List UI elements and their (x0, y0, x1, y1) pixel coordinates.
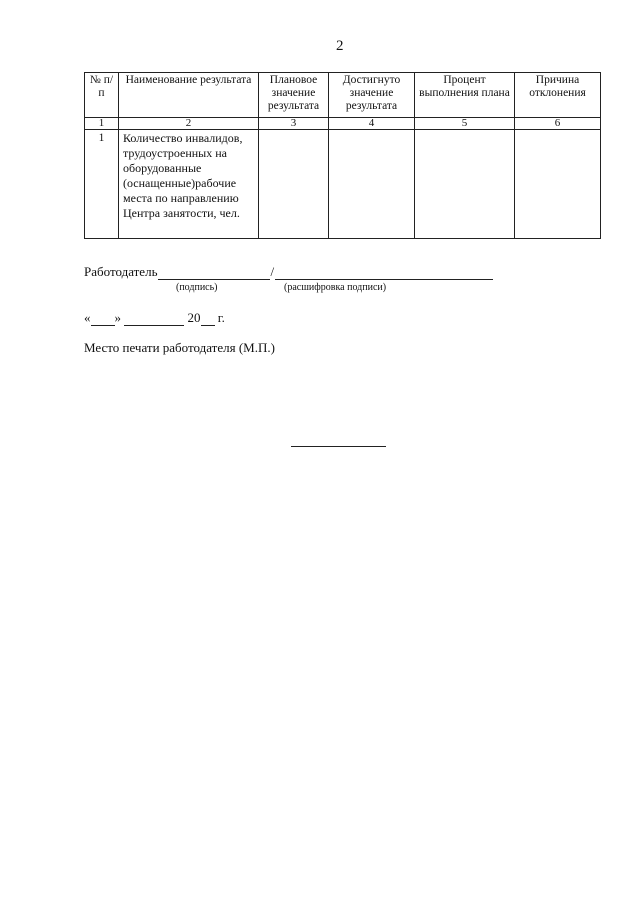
column-number: 2 (119, 118, 259, 130)
column-number: 1 (85, 118, 119, 130)
row-deviation-reason (515, 130, 601, 239)
year-field[interactable] (201, 313, 215, 326)
close-quote: » (114, 310, 121, 325)
day-field[interactable] (91, 313, 115, 326)
row-index: 1 (85, 130, 119, 239)
year-suffix: г. (217, 310, 225, 325)
row-result-name: Количество инвалидов, трудоустроенных на оборудованные (оснащенные)рабочие места по направлению Центра занятости, чел. (119, 130, 259, 239)
signature-line (84, 264, 493, 280)
end-divider (291, 446, 386, 447)
header-planned-value: Плановое значение результата (259, 73, 329, 118)
decoding-caption: (расшифровка подписи) (284, 282, 387, 293)
separator-slash: / (270, 264, 275, 279)
row-completion-percent (415, 130, 515, 239)
column-number-row (85, 118, 601, 130)
signature-field[interactable] (158, 265, 270, 280)
year-prefix: 20 (187, 310, 201, 325)
open-quote: « (84, 310, 91, 325)
employer-label: Работодатель (84, 264, 158, 279)
header-completion-percent: Процент выполнения плана (415, 73, 515, 118)
date-line (84, 310, 225, 326)
column-number: 5 (415, 118, 515, 130)
page-number: 2 (336, 38, 344, 54)
signature-decoding-field[interactable] (275, 265, 493, 280)
column-number: 3 (259, 118, 329, 130)
column-number: 4 (329, 118, 415, 130)
stamp-label: Место печати работодателя (М.П.) (84, 340, 275, 355)
signature-caption: (подпись) (176, 282, 218, 293)
table-row (85, 130, 601, 239)
column-number: 6 (515, 118, 601, 130)
header-index: № п/п (85, 73, 119, 118)
row-planned-value (259, 130, 329, 239)
row-achieved-value (329, 130, 415, 239)
month-field[interactable] (124, 313, 184, 326)
table-header-row (85, 73, 601, 118)
results-table (84, 72, 601, 239)
header-result-name: Наименование результата (119, 73, 259, 118)
header-achieved-value: Достигнуто значение результата (329, 73, 415, 118)
header-deviation-reason: Причина отклонения (515, 73, 601, 118)
